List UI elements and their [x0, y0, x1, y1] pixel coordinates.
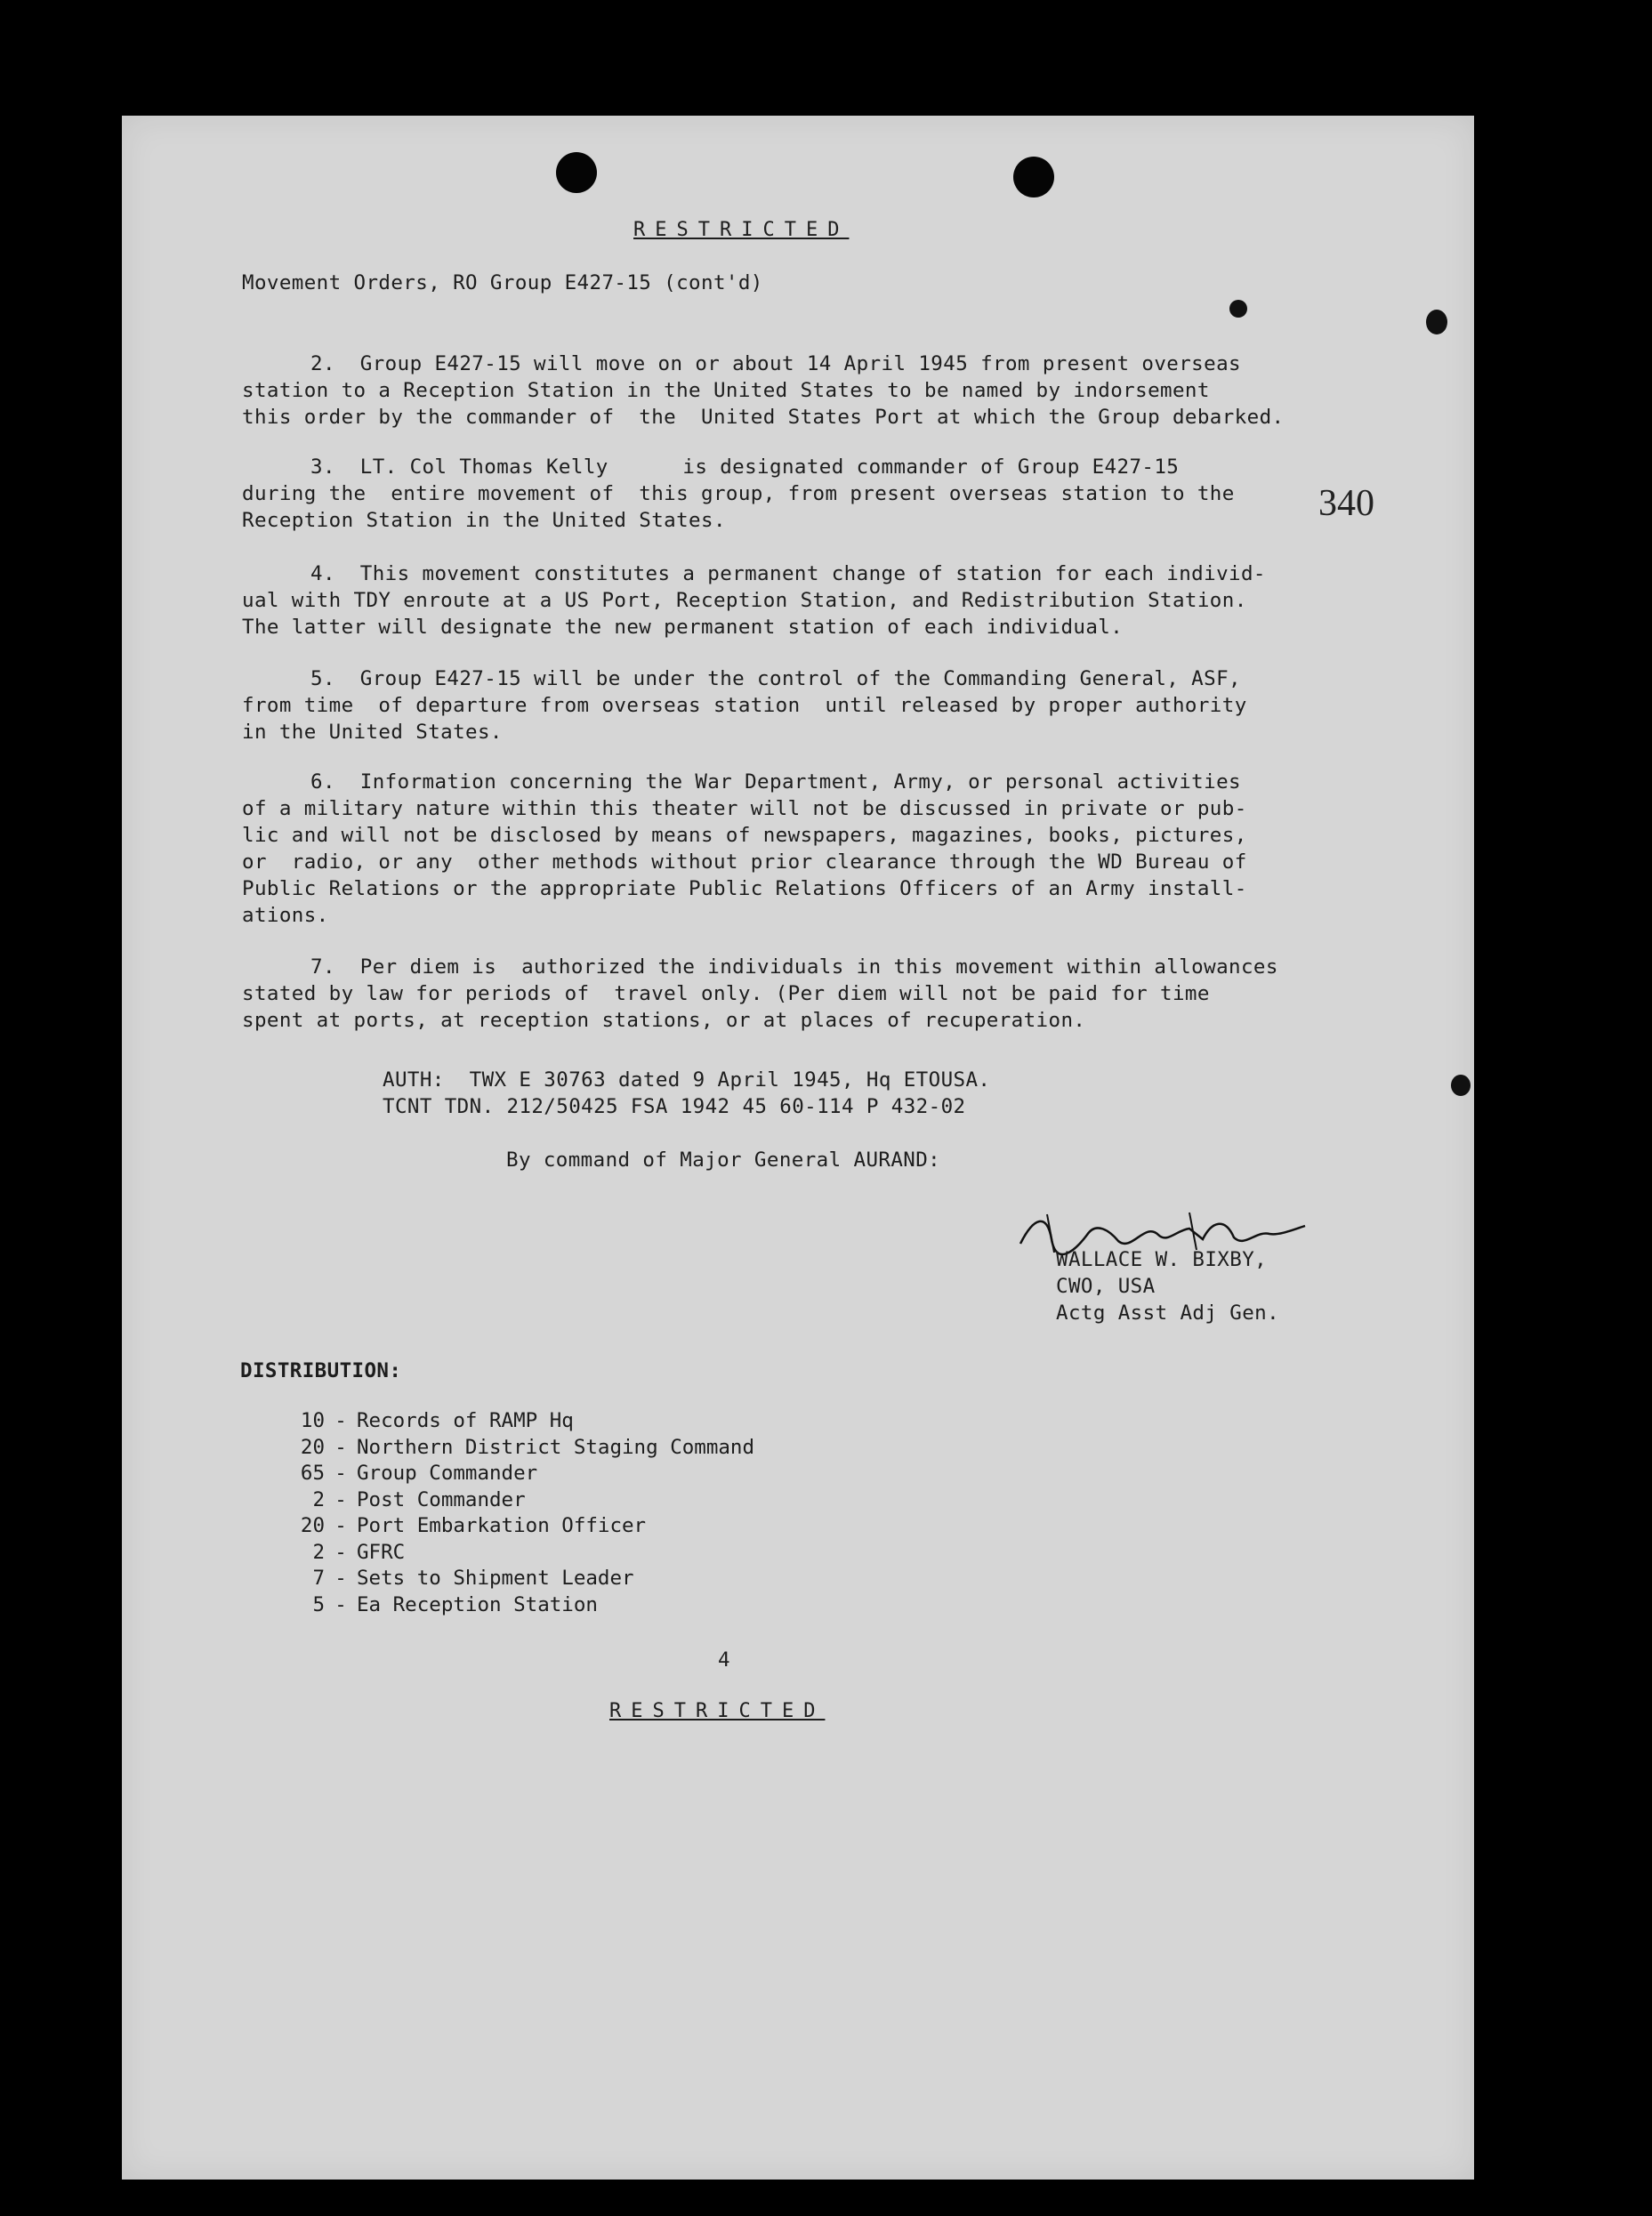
paragraph-line: during the entire movement of this group, from present overseas station to the	[242, 482, 1235, 505]
distribution-item: 65 - Group Commander	[300, 1462, 538, 1485]
paragraph-line: ual with TDY enroute at a US Port, Reception Station, and Redistribution Station.	[242, 589, 1247, 612]
paragraph-2	[242, 351, 1523, 431]
ink-speck	[1426, 310, 1447, 334]
paragraph-line: of a military nature within this theater will not be discussed in private or pub-	[242, 797, 1247, 820]
distribution-list	[291, 1408, 754, 1618]
distribution-item: 2 - GFRC	[312, 1540, 406, 1564]
paragraph-line: lic and will not be disclosed by means of newspapers, magazines, books, pictures,	[242, 824, 1247, 847]
distribution-label: DISTRIBUTION:	[240, 1359, 402, 1382]
paragraph-line: spent at ports, at reception stations, or at places of recuperation.	[242, 1009, 1086, 1032]
distribution-item: 7 - Sets to Shipment Leader	[312, 1567, 634, 1590]
punch-hole-left	[556, 152, 597, 193]
paragraph-line: The latter will designate the new permanent station of each individual.	[242, 616, 1124, 639]
paragraph-line: from time of departure from overseas station until released by proper authority	[242, 694, 1247, 717]
distribution-item: 10 - Records of RAMP Hq	[300, 1409, 574, 1432]
paragraph-7	[242, 954, 1523, 1034]
classification-header: RESTRICTED	[633, 219, 850, 241]
signer-title: Actg Asst Adj Gen.	[1056, 1301, 1280, 1325]
paragraph-line: or radio, or any other methods without prior clearance through the WD Bureau of	[242, 850, 1247, 874]
paragraph-line: 2. Group E427-15 will move on or about 14 April 1945 from present overseas	[310, 352, 1241, 375]
page-number: 4	[718, 1648, 730, 1672]
paragraph-line: 6. Information concerning the War Department, Army, or personal activities	[310, 770, 1241, 794]
paragraph-line: 4. This movement constitutes a permanent change of station for each individ-	[310, 562, 1266, 585]
distribution-item: 20 - Port Embarkation Officer	[300, 1514, 647, 1537]
page-stamp: 340	[1318, 483, 1374, 524]
distribution-item: 20 - Northern District Staging Command	[300, 1435, 755, 1459]
paragraph-line: 7. Per diem is authorized the individuals in this movement within allowances	[310, 955, 1278, 979]
signer-name: WALLACE W. BIXBY,	[1056, 1248, 1268, 1271]
paragraph-4	[242, 560, 1523, 641]
auth-line: AUTH: TWX E 30763 dated 9 April 1945, Hq ETOUSA.	[383, 1068, 991, 1092]
signer-rank: CWO, USA	[1056, 1275, 1156, 1298]
document-page	[122, 116, 1474, 2180]
ink-speck	[1229, 300, 1247, 318]
paragraph-6	[242, 769, 1523, 929]
command-line: By command of Major General AURAND:	[506, 1148, 941, 1172]
paragraph-line: Public Relations or the appropriate Public Relations Officers of an Army install-	[242, 877, 1247, 900]
paragraph-line: this order by the commander of the United States Port at which the Group debarked.	[242, 406, 1285, 429]
paragraph-line: 5. Group E427-15 will be under the control of the Commanding General, ASF,	[310, 667, 1241, 690]
classification-footer: RESTRICTED	[609, 1700, 826, 1722]
paragraph-line: 3. LT. Col Thomas Kelly is designated commander of Group E427-15	[310, 455, 1180, 479]
paragraph-line: stated by law for periods of travel only. (Per diem will not be paid for time	[242, 982, 1210, 1005]
paragraph-line: ations.	[242, 904, 329, 927]
distribution-item: 2 - Post Commander	[312, 1487, 526, 1511]
paragraph-line: station to a Reception Station in the United States to be named by indorsement	[242, 379, 1210, 402]
paragraph-5	[242, 665, 1523, 745]
fund-citation-line: TCNT TDN. 212/50425 FSA 1942 45 60-114 P 432-02	[383, 1095, 966, 1118]
ink-speck	[1451, 1075, 1471, 1096]
subject-line: Movement Orders, RO Group E427-15 (cont'd)	[242, 271, 763, 294]
punch-hole-right	[1013, 157, 1054, 197]
distribution-item: 5 - Ea Reception Station	[312, 1592, 598, 1616]
paragraph-line: in the United States.	[242, 721, 503, 744]
paragraph-line: Reception Station in the United States.	[242, 509, 726, 532]
